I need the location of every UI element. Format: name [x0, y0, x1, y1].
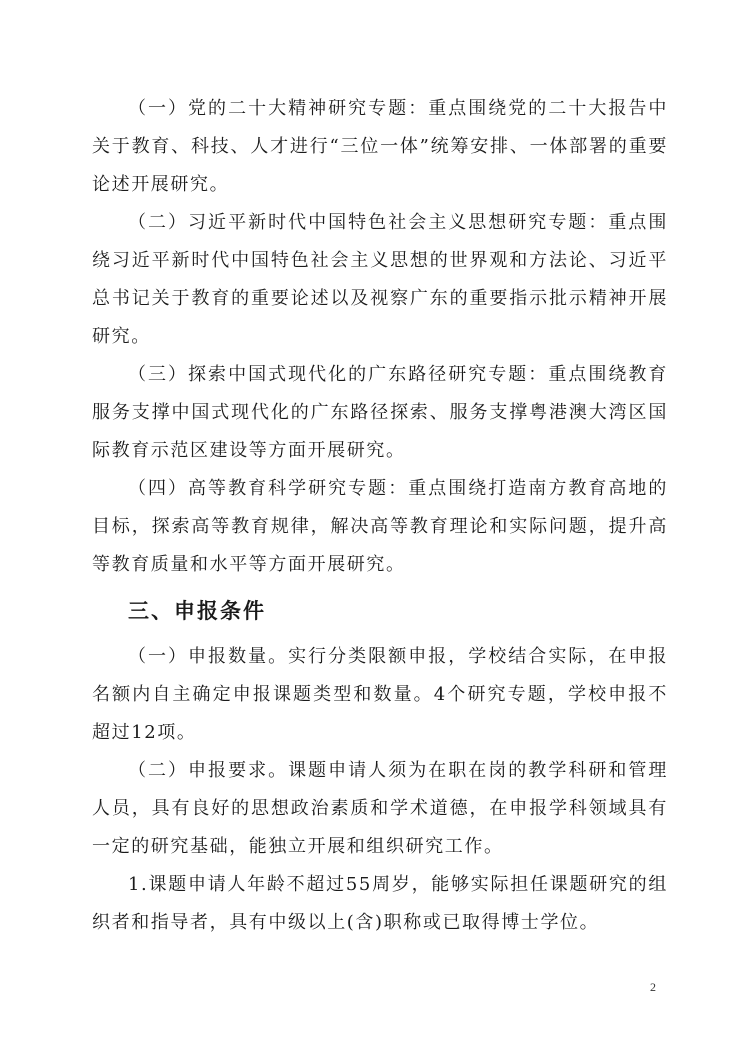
paragraph-topic-3: （三）探索中国式现代化的广东路径研究专题：重点围绕教育服务支撑中国式现代化的广东路径探索、服务支撑粤港澳大湾区国际教育示范区建设等方面开展研究。	[92, 364, 668, 461]
paragraph-topic-2: （二）习近平新时代中国特色社会主义思想研究专题：重点围绕习近平新时代中国特色社会主义思想的世界观和方法论、习近平总书记关于教育的重要论述以及视察广东的重要指示批示精神开展研究。	[92, 212, 668, 347]
paragraph-topic-1: （一）党的二十大精神研究专题：重点围绕党的二十大报告中关于教育、科技、人才进行“三位一体”统筹安排、一体部署的重要论述开展研究。	[92, 98, 668, 195]
paragraph-application-quantity: （一）申报数量。实行分类限额申报，学校结合实际，在申报名额内自主确定申报课题类型和数量。4个研究专题，学校申报不超过12项。	[92, 646, 668, 743]
paragraph-application-requirements: （二）申报要求。课题申请人须为在职在岗的教学科研和管理人员，具有良好的思想政治素质和学术道德，在申报学科领域具有一定的研究基础，能独立开展和组织研究工作。	[92, 760, 668, 857]
page-number: 2	[650, 980, 656, 994]
document-body	[92, 90, 668, 942]
section-heading: 三、申报条件	[128, 599, 266, 623]
paragraph-requirement-1: 1.课题申请人年龄不超过55周岁，能够实际担任课题研究的组织者和指导者，具有中级以上(含)职称或已取得博士学位。	[92, 874, 668, 933]
paragraph-topic-4: （四）高等教育科学研究专题：重点围绕打造南方教育高地的目标，探索高等教育规律，解决高等教育理论和实际问题，提升高等教育质量和水平等方面开展研究。	[92, 478, 668, 575]
